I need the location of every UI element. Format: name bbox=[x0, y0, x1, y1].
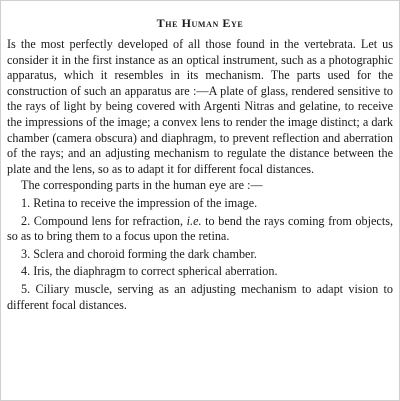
document-title: The Human Eye bbox=[156, 16, 244, 30]
list-item-ciliary-muscle bbox=[7, 282, 393, 313]
list-item-text-end: to bend the rays coming from objects, so as to bring them to a focus upon the retina. bbox=[7, 213, 393, 244]
list-item-lens bbox=[7, 214, 393, 245]
intro-paragraph: Is the most perfectly developed of all those found in the vertebrata. Let us consider it in the first instance as an optical instrument, such as a photographic apparatus, which it resembles in its mechanism. The parts used for the construction of such an apparatus are :—A plate of glass, rendered sensitive to the rays of light by being covered with Argenti Nitras and gelatine, to receive the impressions of the image; a convex lens to render the image distinct; a dark chamber (camera obscura) and diaphragm, to prevent reflection and aberration of the rays; and an adjusting mechanism to regulate the distance between the plate and the lens, so as to adapt it for different focal distances. bbox=[7, 37, 393, 176]
document-page bbox=[7, 16, 393, 313]
list-item-number: 5. bbox=[21, 281, 31, 296]
list-item-text: Ciliary muscle, serving as an adjusting mechanism to adapt vision to different focal distances. bbox=[7, 281, 393, 312]
list-item-italic-abbrev: i.e. bbox=[186, 213, 202, 228]
list-lead-paragraph: The corresponding parts in the human eye are :— bbox=[21, 178, 263, 193]
list-item-retina bbox=[7, 196, 393, 212]
list-item-number: 3. bbox=[21, 246, 31, 261]
list-item-text: Retina to receive the impression of the image. bbox=[33, 195, 258, 210]
list-item-number: 4. bbox=[21, 264, 31, 279]
list-item-iris bbox=[7, 264, 393, 280]
list-item-text: Sclera and choroid forming the dark chamber. bbox=[33, 246, 257, 261]
list-item-number: 1. bbox=[21, 195, 31, 210]
list-item-text: Iris, the diaphragm to correct spherical aberration. bbox=[33, 264, 278, 279]
list-item-text-start: Compound lens for refraction, bbox=[33, 213, 187, 228]
list-item-sclera bbox=[7, 247, 393, 263]
list-item-number: 2. bbox=[21, 213, 31, 228]
